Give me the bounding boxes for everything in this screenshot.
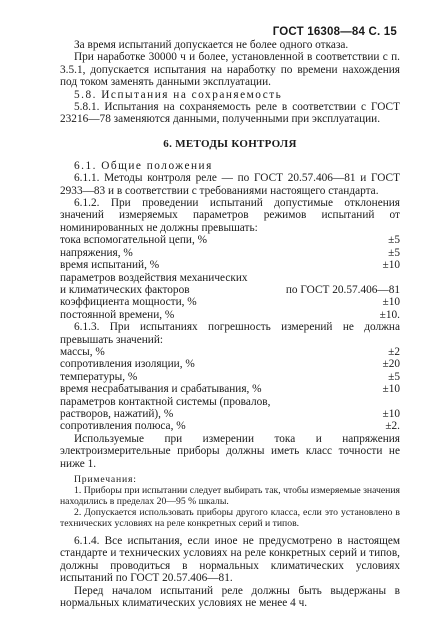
list-item: напряжения, % ±5	[60, 246, 400, 259]
list-item: растворов, нажатий), % ±10	[60, 407, 400, 420]
paragraph-6-1-4: 6.1.4. Все испытания, если иное не предусмотрено в настоящем стандарте и технических условиях на реле конкретных серий и типов, должны проводиться в нормальных климатических условиях испытаний по ГОСТ 20.57.406—81.	[60, 535, 400, 585]
paragraph-30000: При наработке 30000 ч и более, установленной в соответствии с п. 3.5.1, допускается испытания на наработку по времени нахождения под током заменять данными эксплуатации.	[60, 51, 400, 89]
list-item: сопротивления изоляции, % ±20	[60, 358, 400, 371]
document-body	[60, 39, 400, 609]
list-item: тока вспомогательной цепи, % ±5	[60, 234, 400, 247]
tolerance-list	[60, 234, 400, 321]
list-item: коэффициента мощности, % ±10	[60, 296, 400, 309]
paragraph-6-1-1: 6.1.1. Методы контроля реле — по ГОСТ 20.57.406—81 и ГОСТ 2933—83 и в соответствии с требованиями настоящего стандарта.	[60, 172, 400, 197]
paragraph-6-1-2: 6.1.2. При проведении испытаний допустимые отклонения значений измеряемых параметров режимов испытаний от номинированных не должны превышать:	[60, 197, 400, 234]
list-item: сопротивления полюса, % ±2.	[60, 420, 400, 433]
list-item: массы, % ±2	[60, 345, 400, 358]
heading-5-8: 5.8. Испытания на сохраняемость	[74, 88, 283, 101]
paragraph-last: Перед началом испытаний реле должны быть выдержаны в нормальных климатических условиях не менее 4 ч.	[60, 584, 400, 610]
section-title: 6. МЕТОДЫ КОНТРОЛЯ	[163, 137, 297, 150]
list-item: время испытаний, % ±10	[60, 259, 400, 272]
list-item: и климатических факторов по ГОСТ 20.57.406—81	[60, 283, 400, 296]
note-1: 1. Приборы при испытании следует выбирать так, чтобы измеряемые значения находились в пределах 20—95 % шкалы.	[60, 485, 400, 507]
paragraph-failures: За время испытаний допускается не более одного отказа.	[74, 39, 349, 51]
notes-title: Примечания:	[74, 474, 137, 485]
list-item: температуры, % ±5	[60, 370, 400, 383]
page-header: ГОСТ 16308—84 С. 15	[272, 26, 397, 38]
list-item: постоянной времени, % ±10.	[60, 308, 400, 321]
paragraph-6-1-3: 6.1.3. При испытаниях погрешность измерений не должна превышать значений:	[60, 321, 400, 346]
list-item: параметров воздействия механических	[60, 271, 248, 284]
list-item: время несрабатывания и срабатывания, % ±10	[60, 383, 400, 396]
list-item: параметров контактной системы (провалов,	[60, 395, 271, 408]
accuracy-list	[60, 346, 400, 433]
paragraph-5-8-1: 5.8.1. Испытания на сохраняемость реле в соответствии с ГОСТ 23216—78 заменяются данными, полученными при эксплуатации.	[60, 101, 400, 126]
note-2: 2. Допускается использовать приборы другого класса, если это установлено в технических условиях на реле конкретных серий и типов.	[60, 507, 400, 529]
paragraph-instruments: Используемые при измерении тока и напряжения электроизмерительные приборы должны иметь класс точности не ниже 1.	[60, 432, 400, 470]
heading-6-1: 6.1. Общие положения	[74, 159, 213, 172]
